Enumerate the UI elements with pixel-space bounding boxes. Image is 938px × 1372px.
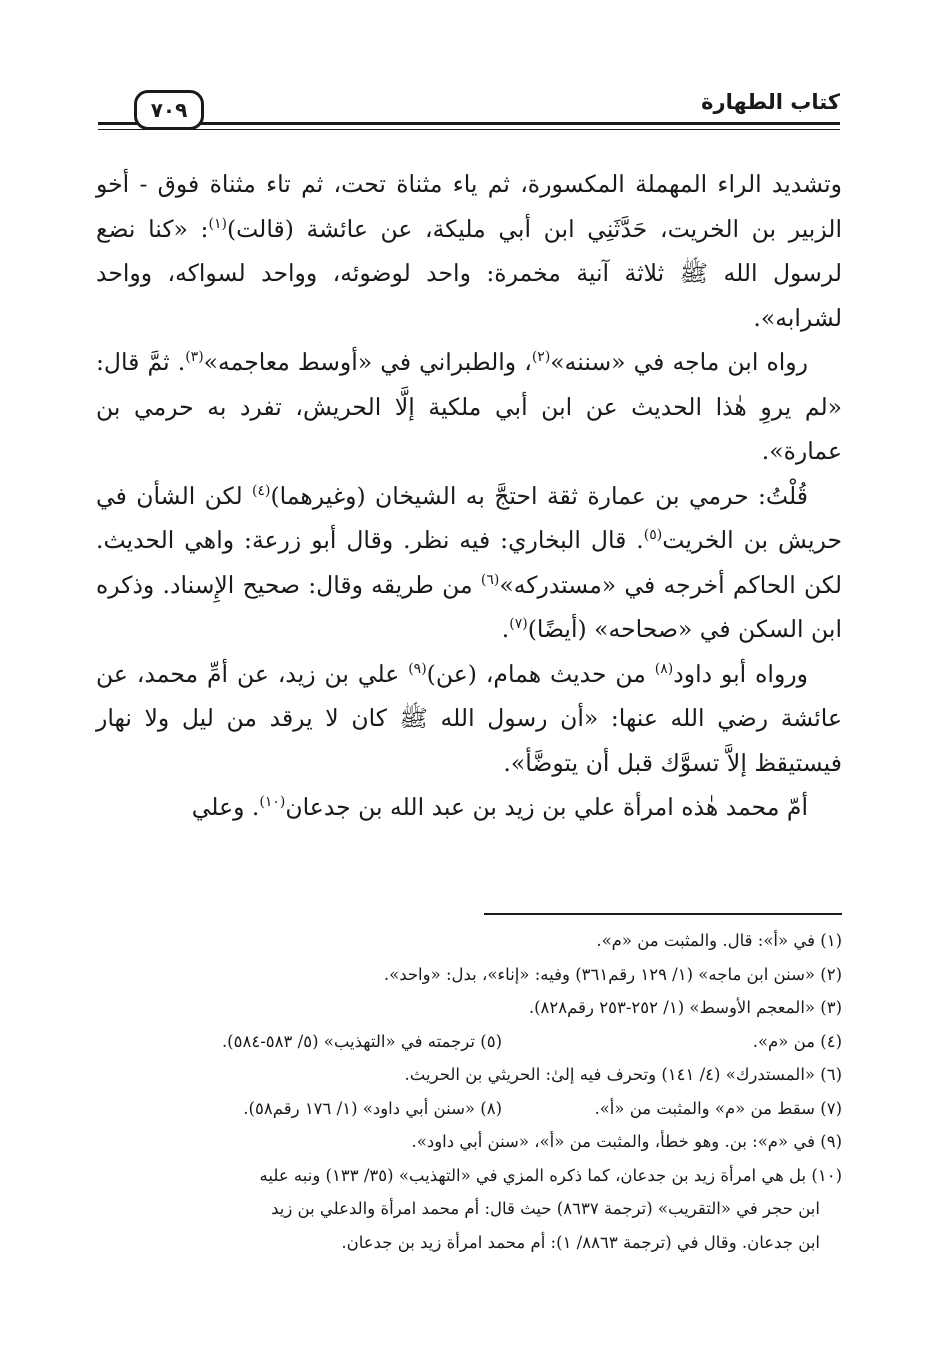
paragraph-3 — [96, 474, 842, 652]
footnote-separator — [484, 913, 842, 915]
footnote-10-line-2: ابن حجر في «التقريب» (ترجمة ٨٦٣٧) حيث قال: أم محمد امرأة والدعلي بن زيد — [271, 1199, 820, 1218]
text-run: . ثمَّ قال: «لم يروِ هٰذا الحديث عن ابن أبي ملكية إلَّا الحريش، تفرد به حرمي بن عمارة». — [96, 348, 842, 465]
footnote-ref-5: (٥) — [643, 527, 663, 544]
text-run: رواه ابن ماجه في «سننه» — [550, 348, 808, 376]
footnote-7: (٧) سقط من «م» والمثبت من «أ». — [594, 1098, 842, 1118]
main-text — [96, 162, 842, 830]
footnote-ref-10: (١٠) — [259, 794, 286, 811]
page-number-box — [134, 90, 204, 130]
page-header — [98, 86, 840, 136]
text-run: وتشديد الراء المهملة المكسورة، ثم ياء مثناة تحت، ثم تاء مثناة فوق - أخو الزبير بن الخريت، حَدَّثَنِي ابن أبي مليكة، عن عائشة (قالت) — [96, 170, 842, 243]
footnote-5: (٥) ترجمته في «التهذيب» (٥/ ٥٨٣-٥٨٤). — [221, 1031, 502, 1051]
text-run: لكن الشأن في حريش بن الخريت — [96, 481, 843, 554]
header-rule-thin — [98, 129, 840, 130]
footnote-ref-1: (١) — [208, 215, 227, 232]
footnote-row-7-8 — [98, 1092, 842, 1126]
paragraph-4 — [96, 652, 842, 786]
footnote-ref-4: (٤) — [252, 482, 271, 499]
footnote-6: (٦) «المستدرك» (٤/ ١٤١) وتحرف فيه إلىٰ: الحريثي بن الحريث. — [404, 1065, 842, 1084]
text-run: . — [501, 615, 510, 643]
footnote-ref-8: (٨) — [654, 660, 674, 677]
text-run: : «كنا نضع لرسول الله ﷺ ثلاثة آنية مخمرة: واحد لوضوئه، وواحد لسواكه، وواحد لشرابه». — [96, 214, 842, 332]
paragraph-1 — [96, 162, 842, 340]
footnote-row-4-5 — [98, 1025, 842, 1059]
footnote-3: (٣) «المعجم الأوسط» (١/ ٢٥٢-٢٥٣ رقم٨٢٨). — [528, 998, 842, 1017]
footnote-ref-2: (٢) — [531, 349, 551, 366]
footnote-ref-6: (٦) — [480, 571, 500, 588]
text-run: قُلْتُ: حرمي بن عمارة ثقة احتجَّ به الشيخان (وغيرهما) — [270, 481, 808, 510]
paragraph-2 — [96, 340, 842, 474]
paragraph-5 — [96, 785, 842, 830]
footnote-2: (٢) «سنن ابن ماجه» (١/ ١٢٩ رقم٣٦١) وفيه: «إناء»، بدل: «واحد». — [383, 964, 842, 984]
page-number: ٧٠٩ — [150, 98, 188, 122]
text-run: أمّ محمد هٰذه امرأة علي بن زيد بن عبد الله بن جدعان — [285, 793, 808, 821]
footnote-1: (١) في «أ»: قال. والمثبت من «م». — [596, 931, 842, 950]
footnote-ref-9: (٩) — [408, 660, 427, 677]
footnote-8: (٨) «سنن أبي داود» (١/ ١٧٦ رقم٥٨). — [243, 1098, 502, 1118]
text-run: ورواه أبو داود — [673, 659, 808, 688]
text-run: من طريقه وقال: صحيح الإِسناد. وذكره ابن السكن في «صحاحه» (أيضًا) — [96, 570, 842, 643]
text-run: . قال البخاري: فيه نظر. وقال أبو زرعة: واهي الحديث. لكن الحاكم أخرجه في «مستدركه» — [96, 526, 842, 599]
footnote-9: (٩) في «م»: بن. وهو خطأ، والمثبت من «أ»، «سنن أبي داود». — [411, 1132, 842, 1151]
text-run: علي بن زيد، عن أمِّ محمد، عن عائشة رضي الله عنها: «أن رسول الله ﷺ كان لا يرقد من ليل ولا نهار فيستيقظ إلاَّ تسوَّك قبل أن يتوضَّأ». — [96, 659, 842, 777]
footnote-4: (٤) من «م». — [752, 1031, 842, 1051]
header-rule-thick — [98, 122, 840, 125]
footnote-ref-3: (٣) — [185, 349, 204, 366]
chapter-title: كتاب الطهارة — [701, 90, 840, 114]
text-run: ، والطبراني في «أوسط معاجمه» — [203, 348, 532, 376]
footnotes — [98, 924, 842, 1259]
text-run: من حديث همام، (عن) — [426, 659, 655, 688]
footnote-ref-7: (٧) — [509, 616, 528, 633]
footnote-10-line-3: ابن جدعان. وقال في (ترجمة ٨٨٦٣/ ١): أم محمد امرأة زيد بن جدعان. — [341, 1232, 820, 1252]
text-run: . وعلي — [191, 793, 260, 821]
footnote-10-line-1: (١٠) بل هي امرأة زيد بن جدعان، كما ذكره المزي في «التهذيب» (٣٥/ ١٣٣) ونبه عليه — [259, 1165, 842, 1185]
